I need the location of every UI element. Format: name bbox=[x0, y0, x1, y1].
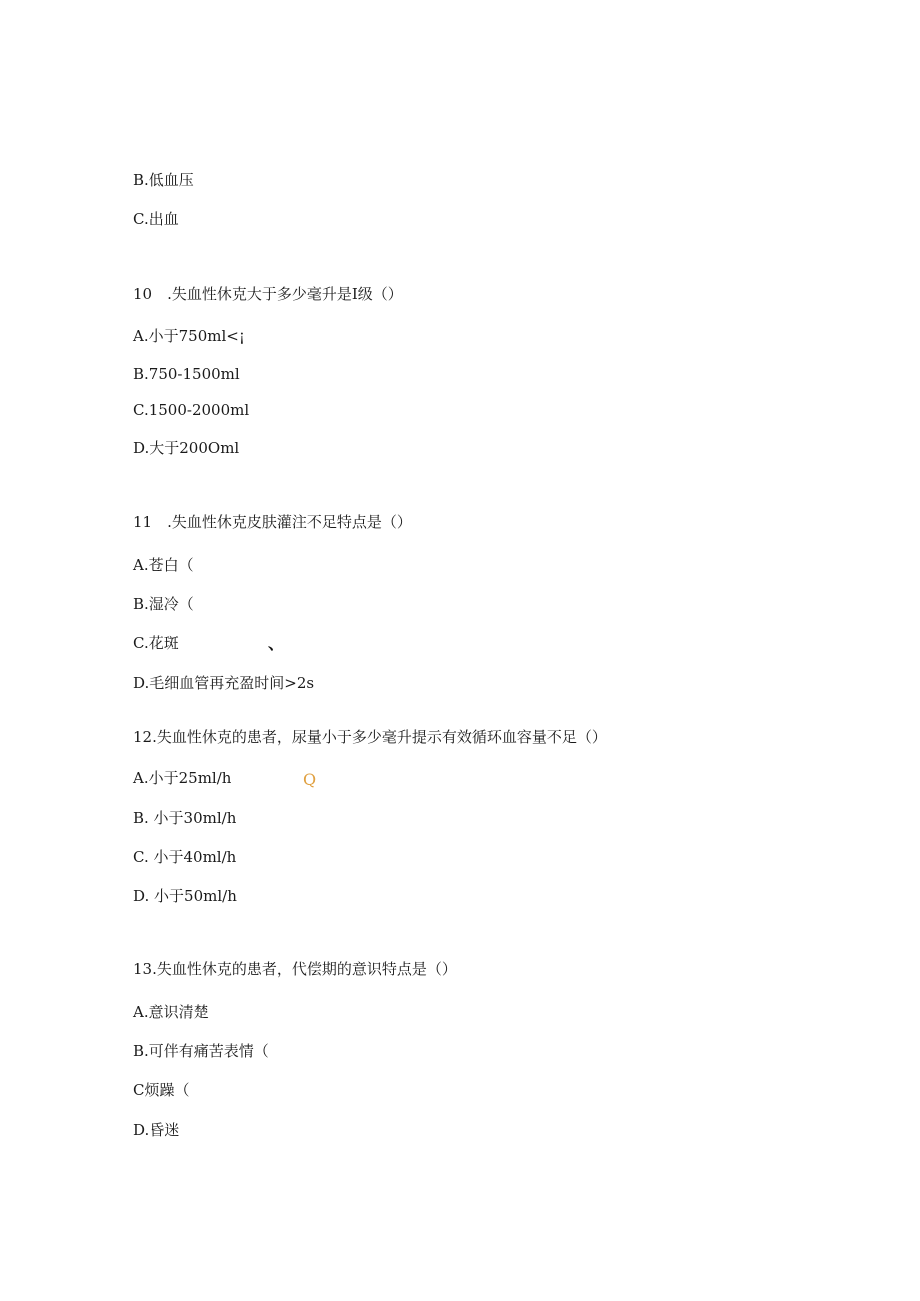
question-11: 11 .失血性休克皮肤灌注不足特点是（） bbox=[133, 513, 412, 531]
q13-option-c: C烦躁（ bbox=[133, 1081, 190, 1099]
stray-comma-mark: 、 bbox=[268, 634, 285, 653]
question-12: 12.失血性休克的患者，尿量小于多少毫升提示有效循环血容量不足（） bbox=[133, 728, 607, 746]
q11-option-a: A.苍白（ bbox=[133, 556, 194, 574]
q12-option-a: A.小于25ml∕h bbox=[133, 769, 232, 787]
q10-option-d: D.大于200Oml bbox=[133, 439, 240, 457]
q10-option-a: A.小于750ml<¡ bbox=[133, 327, 245, 345]
question-13: 13.失血性休克的患者，代偿期的意识特点是（） bbox=[133, 960, 457, 978]
q10-option-c: C.1500-2000ml bbox=[133, 401, 250, 419]
q9-option-c: C.出血 bbox=[133, 210, 179, 228]
stray-q-mark: Q bbox=[303, 770, 317, 789]
q9-option-b: B.低血压 bbox=[133, 171, 194, 189]
q11-option-d: D.毛细血管再充盈时间>2s bbox=[133, 674, 315, 692]
question-10: 10 .失血性休克大于多少毫升是I级（） bbox=[133, 285, 403, 303]
q12-option-d: D. 小于50ml∕h bbox=[133, 887, 237, 905]
q13-option-a: A.意识清楚 bbox=[133, 1003, 209, 1021]
q12-option-b: B. 小于30ml∕h bbox=[133, 809, 237, 827]
q10-option-b: B.750-1500ml bbox=[133, 365, 240, 383]
q12-option-c: C. 小于40ml∕h bbox=[133, 848, 237, 866]
q11-option-c: C.花斑 bbox=[133, 634, 179, 652]
q13-option-b: B.可伴有痛苦表情（ bbox=[133, 1042, 269, 1060]
q13-option-d: D.昏迷 bbox=[133, 1121, 180, 1139]
q11-option-b: B.湿冷（ bbox=[133, 595, 194, 613]
